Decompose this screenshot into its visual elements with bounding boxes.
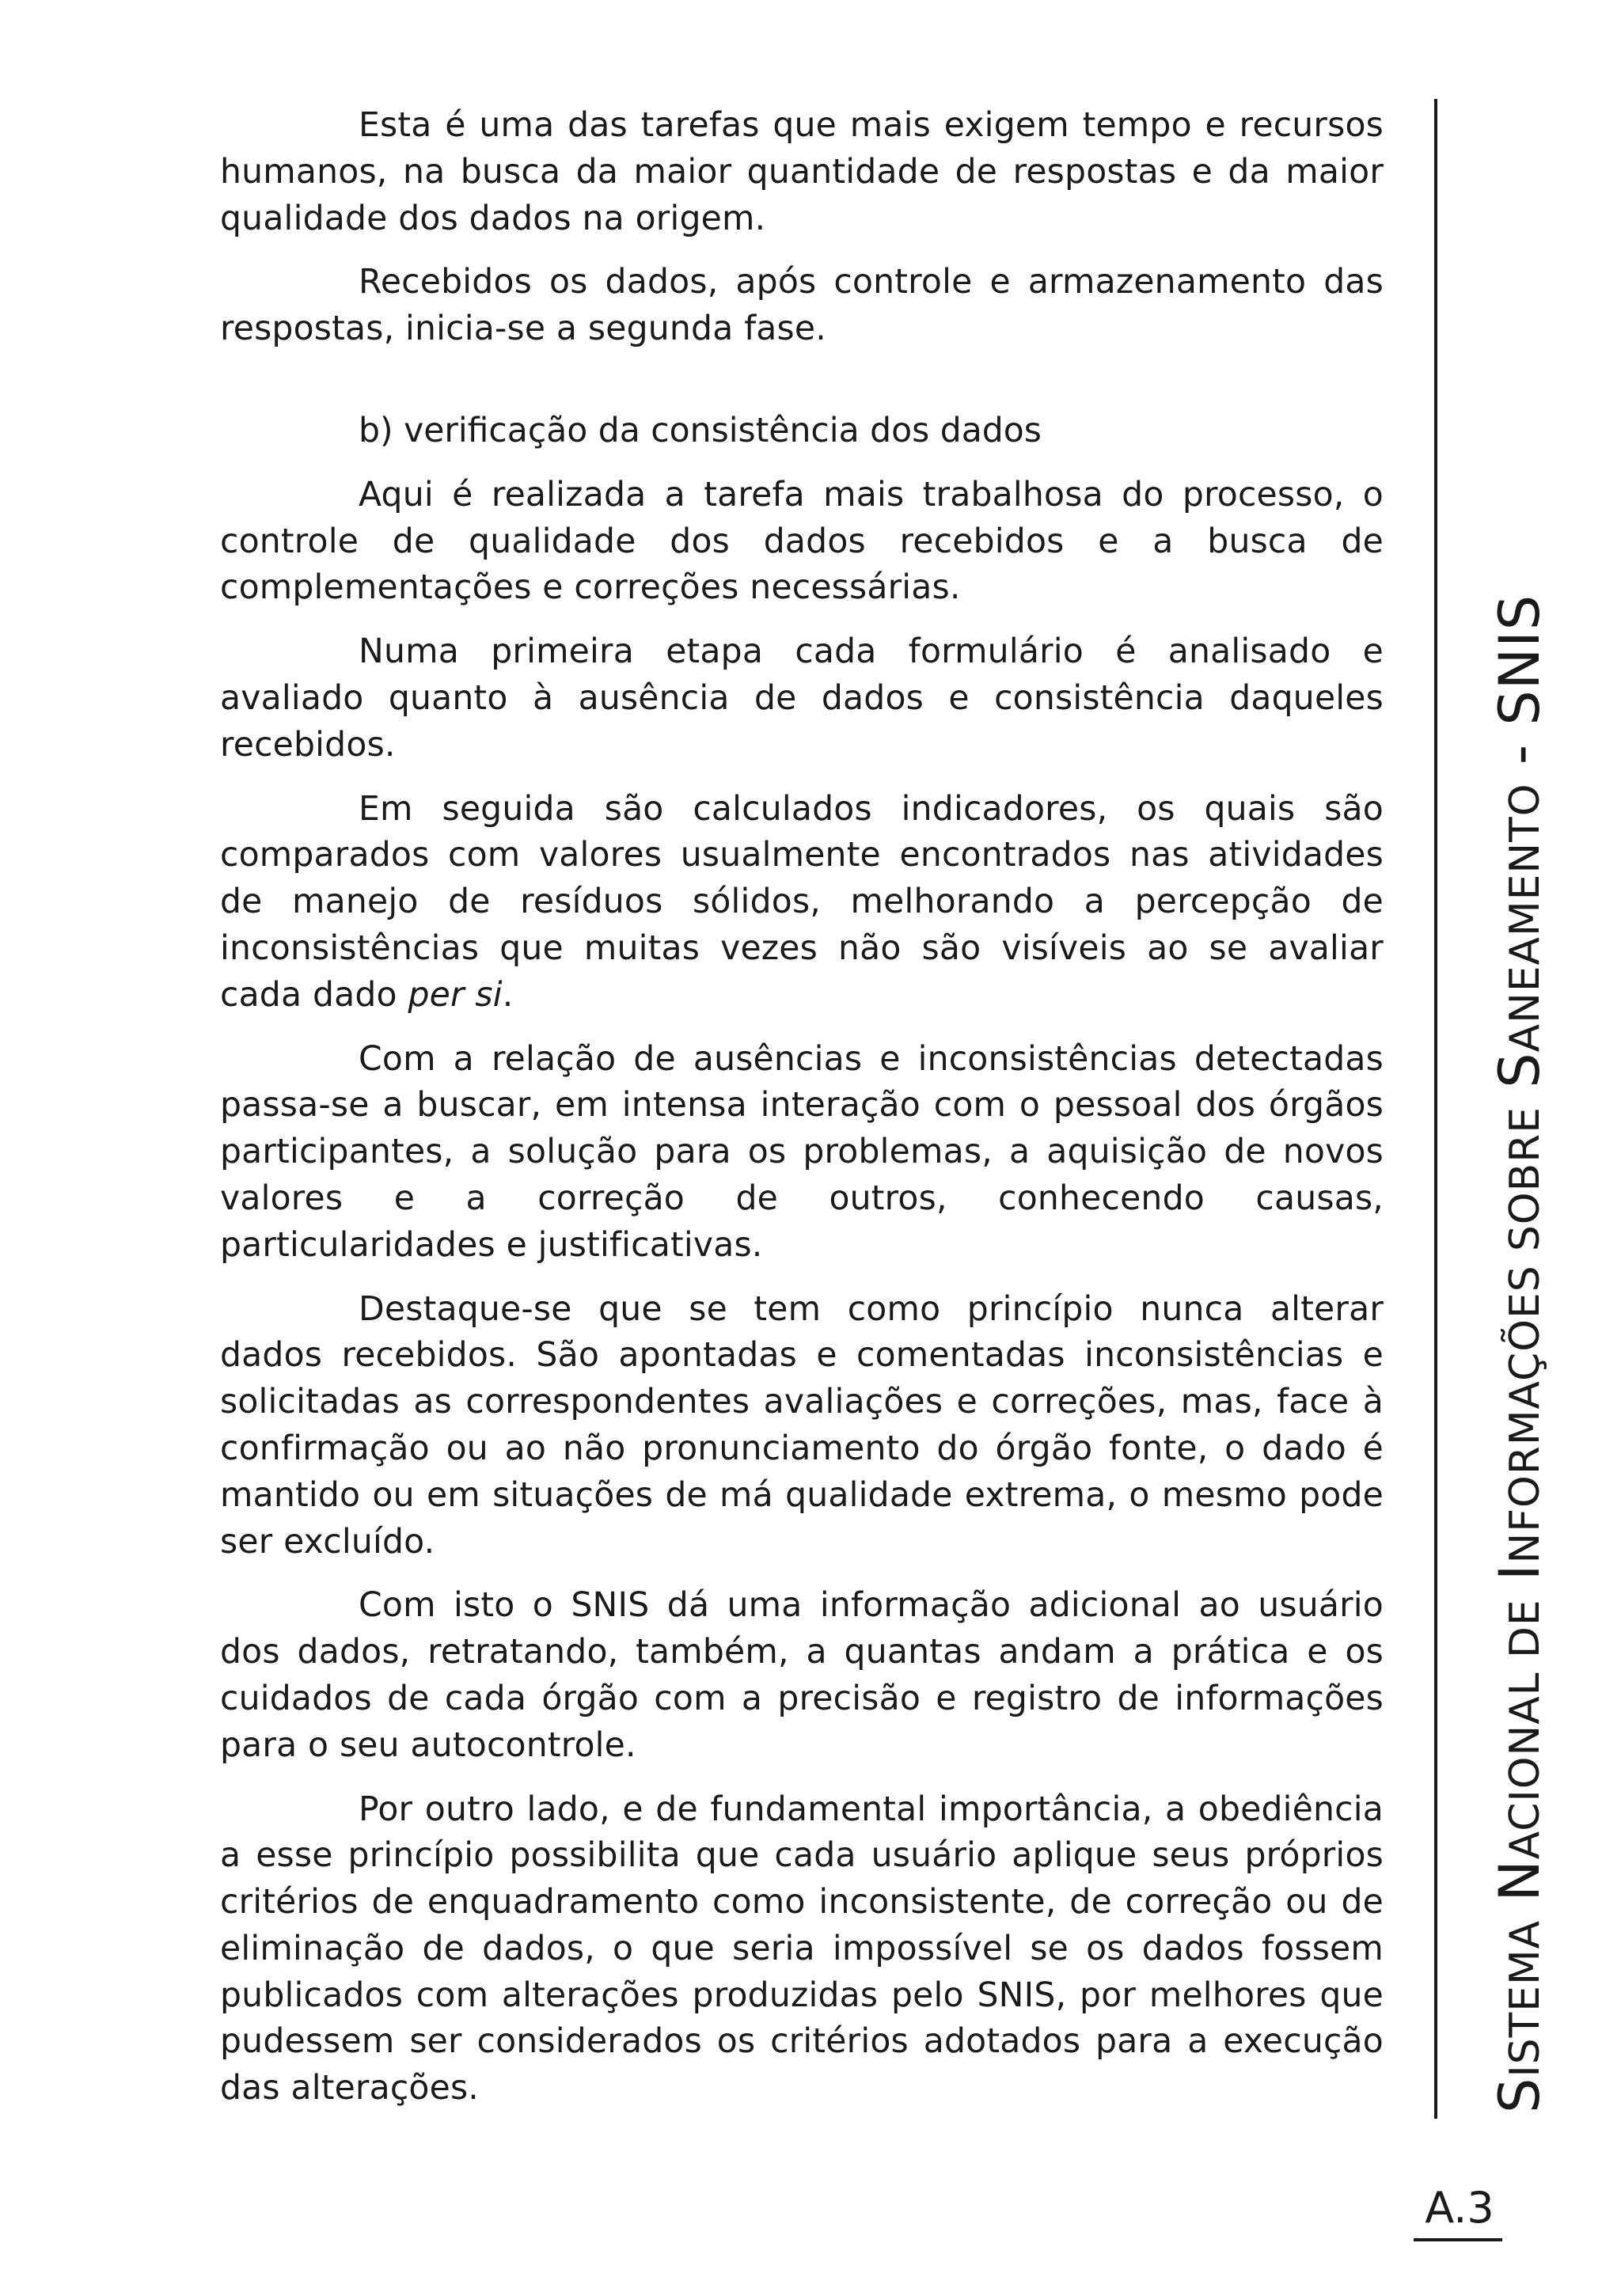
sidebar-title-cap-1: S (1487, 2077, 1552, 2113)
paragraph-8: Com isto o SNIS dá uma informação adicional ao usuário dos dados, retratando, também, a quantas andam a prática e os cuidados de cada órgão com a precisão e registro de informações para o seu autocontrole. (220, 1586, 1384, 1765)
paragraph-2: Recebidos os dados, após controle e armazenamento das respostas, inicia-se a segunda fase. (220, 263, 1384, 349)
paragraph-7: Destaque-se que se tem como princípio nunca alterar dados recebidos. São apontadas e comentadas inconsistências e solicitadas as correspondentes avaliações e correções, mas, face à confirmação ou ao não pronunciamento do órgão fonte, o dado é mantido ou em situações de má qualidade extrema, o mesmo pode ser excluído. (220, 1289, 1384, 1562)
sidebar-title-word-2: ACIONAL DE (1501, 1599, 1549, 1860)
sidebar-title (1488, 594, 1557, 2113)
sidebar-title-word-3: NFORMAÇÕES SOBRE (1501, 1106, 1549, 1564)
sidebar-title-cap-2: N (1487, 1859, 1552, 1902)
paragraph-5-text: Em seguida são calculados indicadores, os quais são comparados com valores usualmente encontrados nas atividades de manejo de resíduos sólidos, melhorando a percepção de inconsistências que muitas vezes não são visíveis ao se avaliar cada dado (220, 789, 1384, 1015)
paragraph-1: Esta é uma das tarefas que mais exigem tempo e recursos humanos, na busca da maior quantidade de respostas e da maior qualidade dos dados na origem. (220, 106, 1384, 238)
paragraph-6: Com a relação de ausências e inconsistências detectadas passa-se a buscar, em intensa interação com o pessoal dos órgãos participantes, a solução para os problemas, a aquisição de novos valores e a correção de outros, conhecendo causas, particularidades e justificativas. (220, 1039, 1384, 1265)
paragraph-5 (220, 787, 1384, 1019)
sidebar-title-word-1: ISTEMA (1501, 1919, 1549, 2078)
section-heading: b) verificação da consistência dos dados (359, 411, 1042, 450)
page-number: A.3 (1425, 2183, 1494, 2233)
page-body (220, 103, 1384, 2130)
page-number-underline (1414, 2238, 1502, 2241)
sidebar-title-word-4: ANEAMENTO (1501, 783, 1549, 1053)
sidebar-divider-line (1434, 99, 1437, 2119)
sidebar-title-cap-4: S (1487, 1052, 1552, 1088)
sidebar-title-acronym: - SNIS (1487, 594, 1552, 765)
paragraph-5-end: . (502, 975, 514, 1015)
paragraph-9: Por outro lado, e de fundamental importância, a obediência a esse princípio possibilita que cada usuário aplique seus próprios critérios de enquadramento como inconsistente, de correção ou de eliminação de dados, o que seria impossível se os dados fossem publicados com alterações produzidas pelo SNIS, por melhores que pudessem ser considerados os critérios adotados para a execução das alterações. (220, 1789, 1384, 2108)
sidebar-title-cap-3: I (1487, 1563, 1552, 1581)
paragraph-3: Aqui é realizada a tarefa mais trabalhosa do processo, o controle de qualidade dos dados recebidos e a busca de complementações e correções necessárias. (220, 475, 1384, 608)
paragraph-4: Numa primeira etapa cada formulário é analisado e avaliado quanto à ausência de dados e consistência daqueles recebidos. (220, 632, 1384, 765)
paragraph-5-italic: per si (408, 975, 503, 1015)
